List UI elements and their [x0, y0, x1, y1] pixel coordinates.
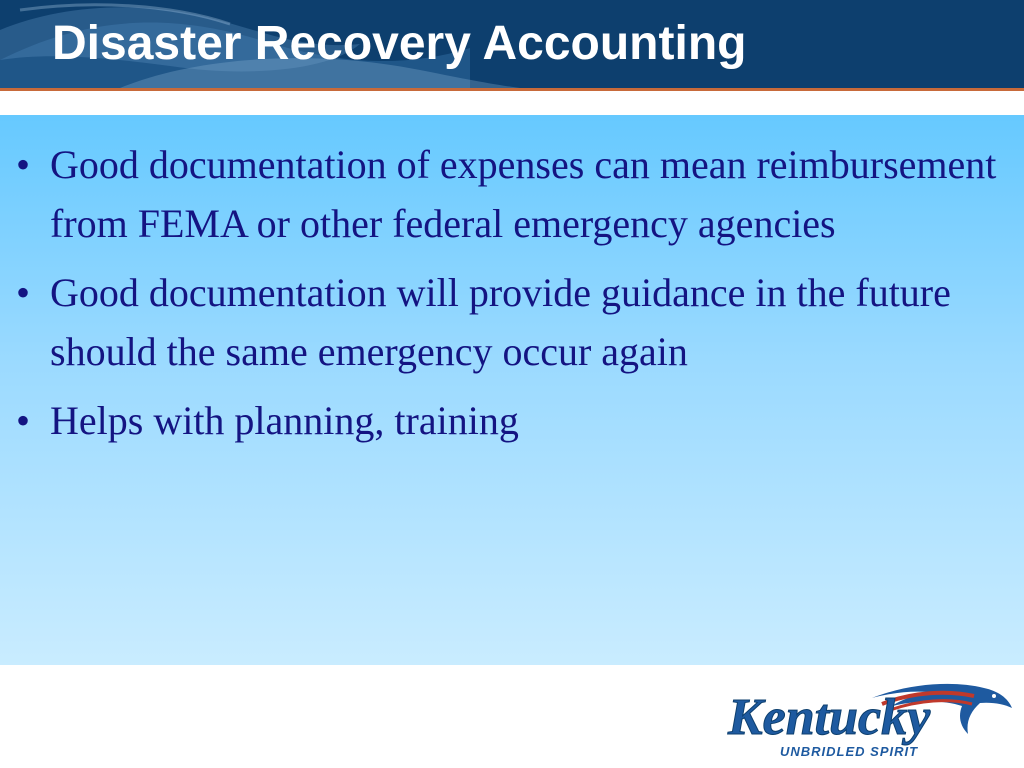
bullet-item [14, 263, 1014, 381]
content-panel [0, 115, 1024, 665]
bullet-text: Good documentation will provide guidance in the future should the same emergency occur again [50, 270, 951, 374]
bullet-dot-icon: • [16, 270, 31, 315]
bullet-item [14, 135, 1014, 253]
bullet-text: Helps with planning, training [50, 398, 519, 443]
logo-tagline: UNBRIDLED SPIRIT [780, 744, 919, 759]
bullet-dot-icon: • [16, 142, 31, 187]
bullet-item [14, 391, 1014, 450]
title-accent-rule [0, 88, 1024, 91]
bullet-list [14, 135, 1014, 460]
title-banner [0, 0, 1024, 88]
bullet-text: Good documentation of expenses can mean reimbursement from FEMA or other federal emergency agencies [50, 142, 997, 246]
logo-wordmark: Kentucky [728, 689, 931, 746]
kentucky-logo [722, 676, 1018, 762]
slide-title: Disaster Recovery Accounting [52, 17, 747, 70]
bullet-dot-icon: • [16, 398, 31, 443]
